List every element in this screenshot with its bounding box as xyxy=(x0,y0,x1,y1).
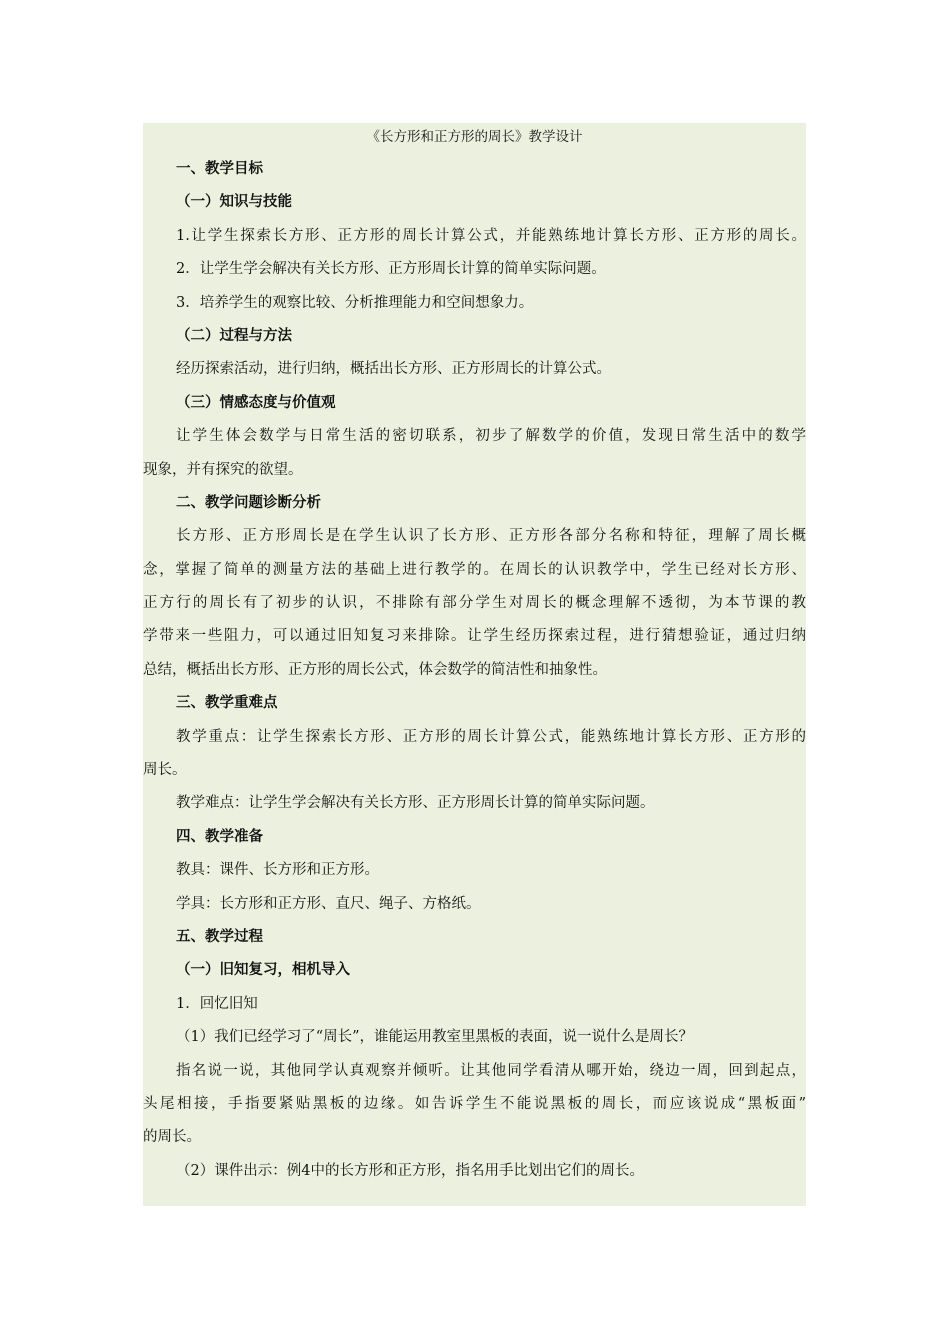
paragraph-line: 正方行的周长有了初步的认识，不排除有部分学生对周长的概念理解不透彻，为本节课的教 xyxy=(143,595,806,612)
paragraph-line: 头尾相接，手指要紧贴黑板的边缘。如告诉学生不能说黑板的周长，而应该说成“黑板面” xyxy=(143,1095,806,1112)
paragraph-line: 教学重点：让学生探索长方形、正方形的周长计算公式，能熟练地计算长方形、正方形的 xyxy=(176,728,806,745)
paragraph-line: 2．让学生学会解决有关长方形、正方形周长计算的简单实际问题。 xyxy=(176,261,606,278)
section-heading: 五、教学过程 xyxy=(176,928,263,945)
subsection-heading: （一）旧知复习，相机导入 xyxy=(176,962,350,979)
paragraph-line: 指名说一说，其他同学认真观察并倾听。让其他同学看清从哪开始，绕边一周，回到起点， xyxy=(176,1062,806,1079)
paragraph-line: （2）课件出示：例4中的长方形和正方形，指名用手比划出它们的周长。 xyxy=(176,1162,644,1179)
paragraph-line: 学具：长方形和正方形、直尺、绳子、方格纸。 xyxy=(176,895,481,912)
section-heading: 二、教学问题诊断分析 xyxy=(176,494,321,511)
paragraph-line: 1．回忆旧知 xyxy=(176,995,258,1012)
section-heading: 一、教学目标 xyxy=(176,161,263,177)
paragraph-line: 教学难点：让学生学会解决有关长方形、正方形周长计算的简单实际问题。 xyxy=(176,795,655,812)
paragraph-line: 长方形、正方形周长是在学生认识了长方形、正方形各部分名称和特征，理解了周长概 xyxy=(176,528,806,545)
section-heading: 四、教学准备 xyxy=(176,828,263,845)
paragraph-line: 念，掌握了简单的测量方法的基础上进行教学的。在周长的认识教学中，学生已经对长方形、 xyxy=(143,561,806,578)
subsection-heading: （二）过程与方法 xyxy=(176,327,292,344)
section-heading: 三、教学重难点 xyxy=(176,695,278,712)
subsection-heading: （一）知识与技能 xyxy=(176,194,292,211)
paragraph-line: 学带来一些阻力，可以通过旧知复习来排除。让学生经历探索过程，进行猜想验证，通过归纳 xyxy=(143,628,806,645)
paragraph-line: 周长。 xyxy=(143,762,187,779)
paragraph-line: 的周长。 xyxy=(143,1129,201,1146)
paragraph-line: （1）我们已经学习了“周长”，谁能运用教室里黑板的表面，说一说什么是周长？ xyxy=(176,1029,694,1046)
document-title: 《长方形和正方形的周长》教学设计 xyxy=(366,129,583,145)
subsection-heading: （三）情感态度与价值观 xyxy=(176,394,336,411)
paragraph-line: 3．培养学生的观察比较、分析推理能力和空间想象力。 xyxy=(176,294,534,311)
paragraph-line: 1.让学生探索长方形、正方形的周长计算公式，并能熟练地计算长方形、正方形的周长。 xyxy=(176,227,806,244)
document-content xyxy=(143,153,806,1188)
paragraph-line: 经历探索活动，进行归纳，概括出长方形、正方形周长的计算公式。 xyxy=(176,361,611,378)
document-body xyxy=(143,123,806,1206)
paragraph-line: 教具：课件、长方形和正方形。 xyxy=(176,862,379,879)
paragraph-line: 现象，并有探究的欲望。 xyxy=(143,461,303,478)
paragraph-line: 总结，概括出长方形、正方形的周长公式，体会数学的简洁性和抽象性。 xyxy=(143,661,607,678)
paragraph-line: 让学生体会数学与日常生活的密切联系，初步了解数学的价值，发现日常生活中的数学 xyxy=(176,428,806,445)
